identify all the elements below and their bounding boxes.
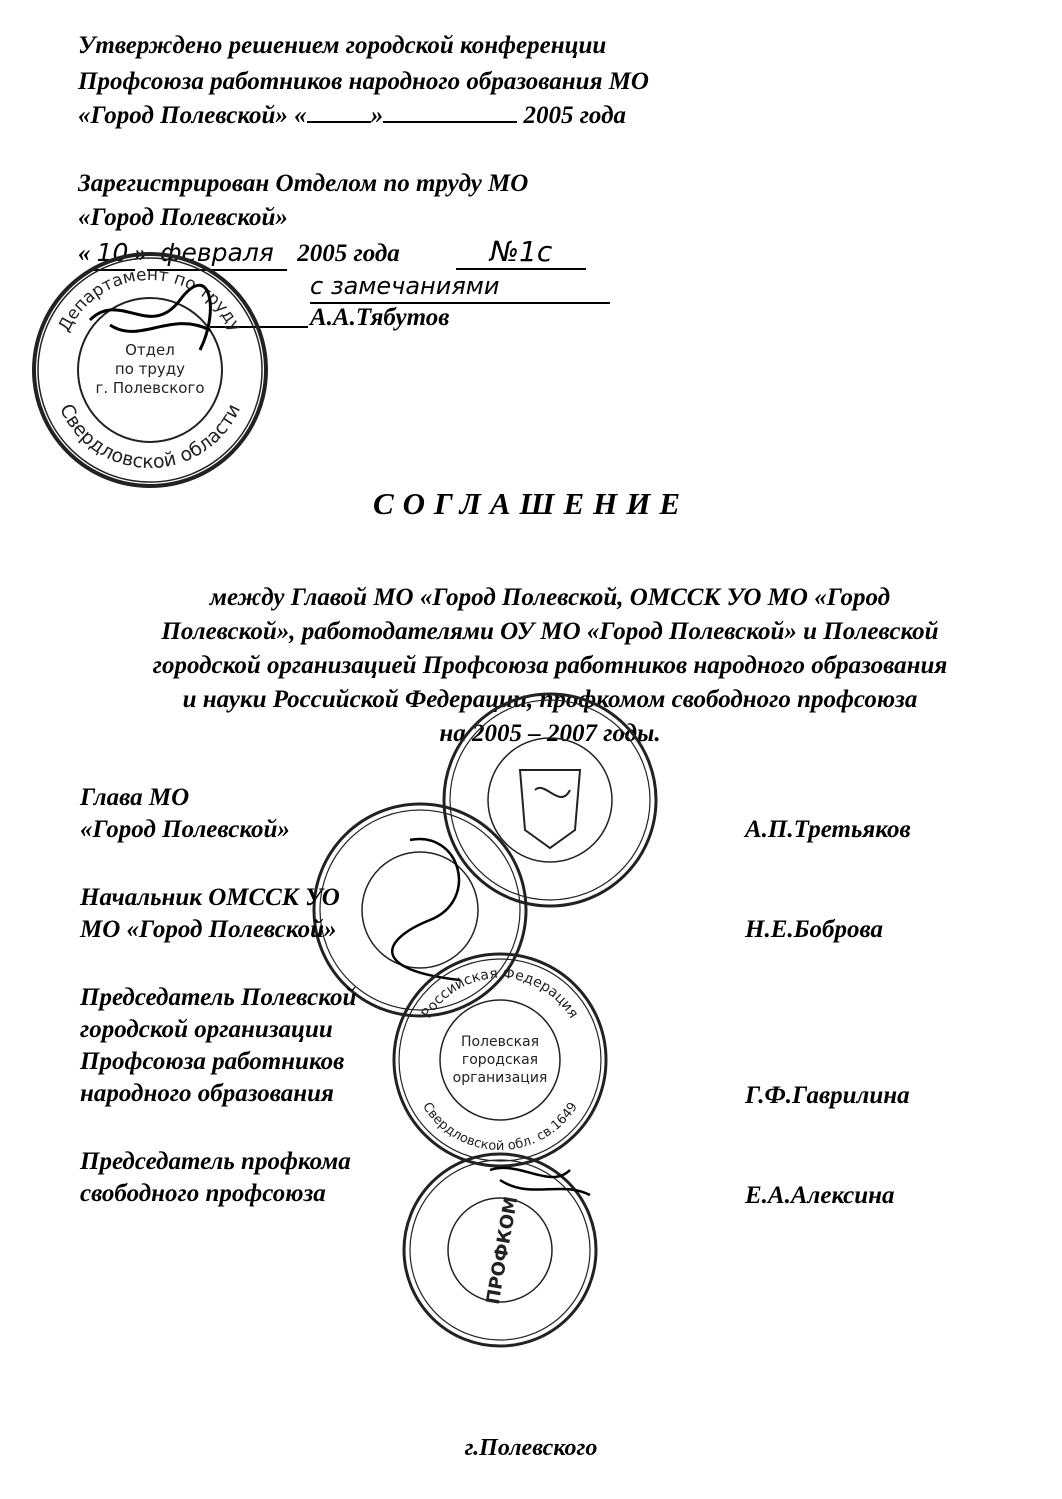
union-stamp-center-2: городская — [461, 1052, 539, 1068]
signatory-3-role-line-3: Профсоюза работников — [80, 1048, 345, 1075]
agreement-subject-line-2: Полевской», работодателями ОУ МО «Город Полевской» и Полевской — [161, 618, 939, 645]
registration-month: февраля — [147, 237, 287, 271]
signatory-1-name: А.П.Третьяков — [745, 816, 911, 843]
registration-number: №1с — [456, 236, 586, 270]
document-city: г.Полевского — [464, 1435, 598, 1461]
labor-dept-stamp-center-3: г. Полевского — [95, 379, 205, 397]
union-stamp-outer-text: Российская Федерация — [418, 965, 582, 1022]
labor-dept-stamp-center-1: Отдел — [125, 341, 175, 359]
signatory-3-role-line-1: Председатель Полевской — [80, 984, 357, 1011]
agreement-subject-line-5: на 2005 – 2007 годы. — [439, 720, 661, 747]
union-stamp-center-1: Полевская — [460, 1034, 540, 1050]
document-title: СОГЛАШЕНИЕ — [372, 486, 690, 521]
union-stamp-center-3: организация — [452, 1070, 548, 1086]
signatory-4-name: Е.А.Алексина — [745, 1182, 895, 1209]
approval-line-2: Профсоюза работников народного образования МО — [78, 68, 649, 95]
approval-city: «Город Полевской» « — [78, 102, 307, 129]
signatory-2-role-line-1: Начальник ОМССК УО — [80, 884, 340, 911]
signatory-1-role-line-1: Глава МО — [80, 784, 190, 811]
signatory-3-name: Г.Ф.Гаврилина — [745, 1082, 910, 1109]
union-stamp-bottom-text: Свердловской обл. св.1649 — [419, 1099, 581, 1155]
approval-year: 2005 года — [517, 102, 626, 129]
approval-day-blank — [307, 121, 371, 123]
signatory-3-role-line-4: народного образования — [80, 1080, 334, 1107]
approval-month-blank — [383, 121, 517, 123]
labor-dept-stamp-bottom-text: Свердловской области — [54, 400, 246, 474]
registration-date-open: « — [78, 240, 91, 267]
free-union-signature-scribble — [490, 1168, 590, 1195]
registration-year: 2005 года — [297, 240, 400, 267]
union-stamp — [390, 950, 610, 1170]
registration-day: 10 — [91, 237, 135, 271]
signatory-1-role-line-2: «Город Полевской» — [80, 816, 290, 843]
agreement-subject-line-1: между Главой МО «Город Полевской, ОМССК УО МО «Город — [209, 584, 891, 611]
registration-signatory: А.А.Тябутов — [310, 304, 450, 331]
signatory-2-name: Н.Е.Боброва — [745, 916, 883, 943]
signatory-3-role-line-2: городской организации — [80, 1016, 333, 1043]
approval-quote-close: » — [370, 102, 384, 129]
free-union-stamp-center: ПРОФКОМ — [482, 1194, 523, 1307]
agreement-subject-line-3: городской организацией Профсоюза работников народного образования — [152, 652, 948, 679]
registration-line-2: «Город Полевской» — [78, 204, 288, 231]
labor-dept-stamp-center-2: по труду — [114, 360, 186, 378]
agreement-subject-line-4: и науки Российской Федерации, профкомом свободного профсоюза — [182, 686, 918, 713]
registration-remark: с замечаниями — [310, 270, 610, 304]
signatory-2-role-line-2: МО «Город Полевской» — [80, 916, 337, 943]
labor-dept-stamp-outer-text: Департамент по труду — [54, 264, 246, 336]
approval-line-1: Утверждено решением городской конференции — [78, 32, 607, 59]
signatory-4-role-line-1: Председатель профкома — [80, 1148, 351, 1175]
signatory-4-role-line-2: свободного профсоюза — [80, 1180, 326, 1207]
approval-line-3 — [78, 100, 626, 132]
free-union-stamp — [400, 1150, 600, 1350]
registration-date-close: » — [134, 240, 147, 267]
registration-line-1: Зарегистрирован Отделом по труду МО — [78, 170, 529, 197]
labor-dept-stamp — [30, 250, 270, 490]
